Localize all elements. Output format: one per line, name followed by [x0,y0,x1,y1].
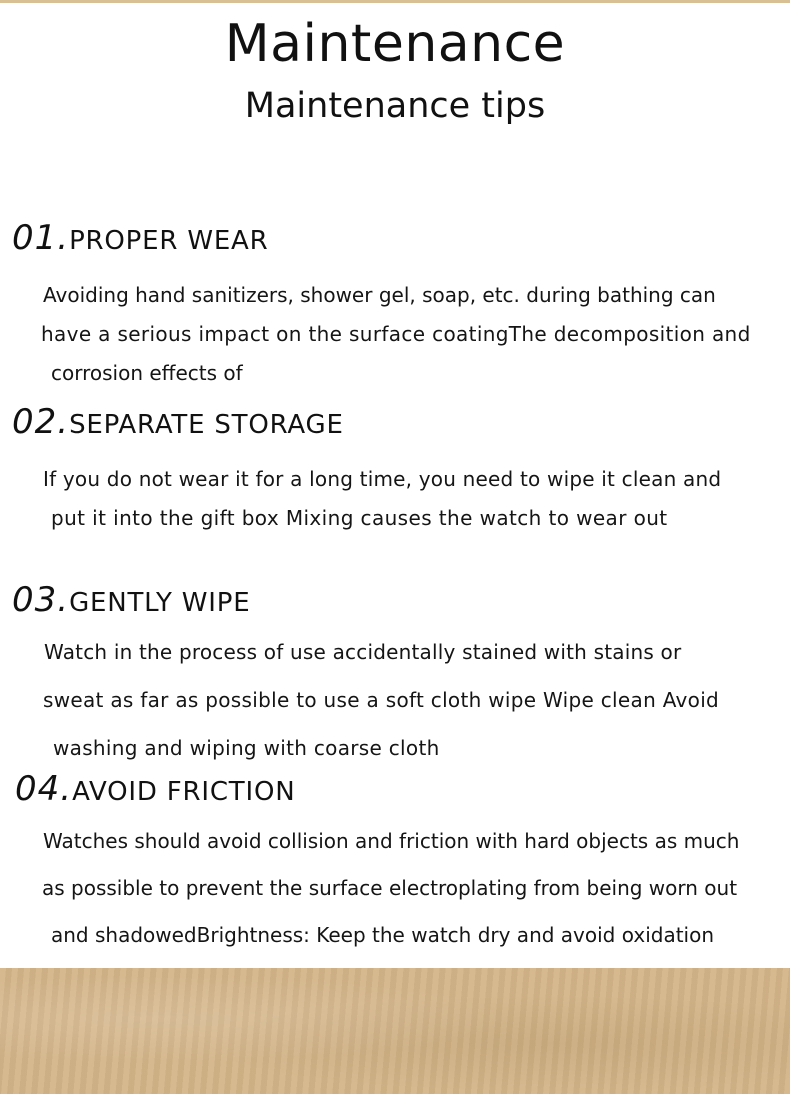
section-text-line: Avoiding hand sanitizers, shower gel, soap, etc. during bathing can [43,283,716,307]
section-text-line: and shadowedBrightness: Keep the watch dry and avoid oxidation [51,923,715,947]
section-text-line: washing and wiping with coarse cloth [53,736,440,760]
page-title: Maintenance [224,14,566,74]
section-text-line: Watches should avoid collision and friction with hard objects as much [43,829,740,853]
section-text-line: corrosion effects of [51,361,243,385]
top-border [0,0,790,3]
page-subtitle: Maintenance tips [244,86,546,126]
section-heading [12,402,344,442]
section-number: 02. [12,402,70,442]
section-text-line: sweat as far as possible to use a soft cloth wipe Wipe clean Avoid [43,688,720,712]
section-title: PROPER WEAR [69,226,269,256]
section-heading [12,580,250,620]
section-text-line: have a serious impact on the surface coatingThe decomposition and [41,322,751,346]
section-title: GENTLY WIPE [69,588,251,618]
section-number: 01. [12,218,70,258]
section-text-line: If you do not wear it for a long time, you need to wipe it clean and [43,467,722,491]
section-text-line: Watch in the process of use accidentally stained with stains or [44,640,682,664]
section-number: 03. [12,580,70,620]
section-text-line: put it into the gift box Mixing causes the watch to wear out [51,506,668,530]
section-heading [12,218,269,258]
section-heading [15,769,295,809]
section-title: AVOID FRICTION [72,777,296,807]
section-title: SEPARATE STORAGE [69,410,344,440]
section-text-line: as possible to prevent the surface electroplating from being worn out [42,876,738,900]
section-number: 04. [15,769,73,809]
wood-texture-footer [0,968,790,1094]
